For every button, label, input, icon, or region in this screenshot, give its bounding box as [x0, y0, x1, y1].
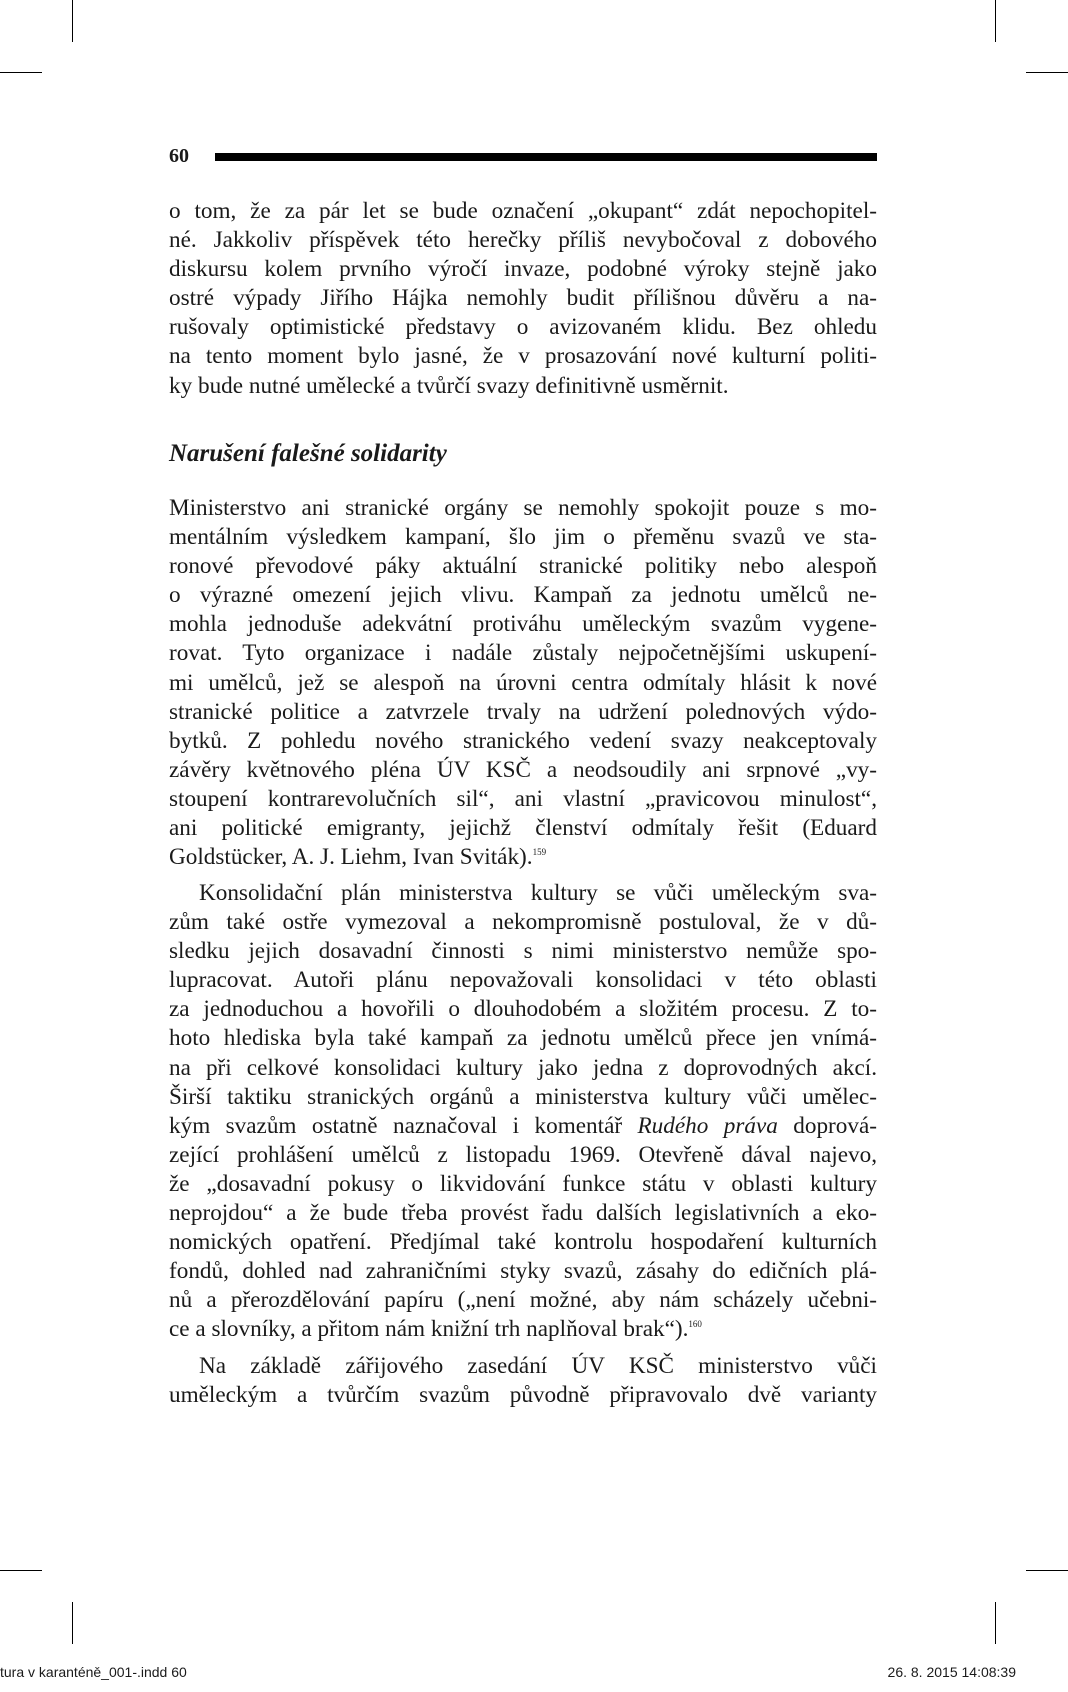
- text-line: Ministerstvo ani stranické orgány se nemohly spokojit pouze s mo-: [169, 495, 877, 521]
- text-line-content: Goldstücker, A. J. Liehm, Ivan Sviták).: [169, 844, 533, 871]
- text-line: na tento moment bylo jasné, že v prosazování nové kulturní politi-: [169, 343, 877, 370]
- text-line: mentálním výsledkem kampaní, šlo jim o přeměnu svazů ve sta-: [169, 524, 877, 551]
- text-line-content: kým svazům ostatně naznačoval i komentář: [169, 1112, 638, 1139]
- text-line: rušovaly optimistické představy o avizovaném klidu. Bez ohledu: [169, 314, 877, 341]
- running-header: [169, 141, 877, 171]
- text-line: za jednoduchou a hovořili o dlouhodobém a složitém procesu. Z to-: [169, 996, 877, 1023]
- text-line: Konsolidační plán ministerstva kultury se vůči uměleckým sva-: [199, 880, 877, 906]
- text-line: že „dosavadní pokusy o likvidování funkce státu v oblasti kultury: [169, 1170, 877, 1197]
- text-line: Na základě zářijového zasedání ÚV KSČ ministerstvo vůči: [199, 1353, 877, 1379]
- crop-mark-bottom-left: [72, 1602, 73, 1644]
- text-line: lupracovat. Autoři plánu nepovažovali konsolidaci v této oblasti: [169, 967, 877, 994]
- print-slug-datetime: 26. 8. 2015 14:08:39: [887, 1664, 1016, 1680]
- text-line: uměleckým a tvůrčím svazům původně připravovalo dvě varianty: [169, 1382, 877, 1409]
- paragraph-2: [169, 494, 877, 872]
- text-line: závěry květnového pléna ÚV KSČ a neodsoudily ani srpnové „vy-: [169, 756, 877, 783]
- footnote-ref-159: 159: [532, 847, 547, 858]
- text-line: nů a přerozdělování papíru („není možné, aby nám scházely učebni-: [169, 1287, 877, 1314]
- crop-mark-top-right-h: [1026, 72, 1068, 73]
- section-heading: Narušení falešné solidarity: [169, 440, 447, 467]
- paragraph-3: [169, 879, 877, 1345]
- paragraph-1: [169, 197, 877, 401]
- crop-mark-top-left-h: [0, 72, 42, 73]
- text-line: zející prohlášení umělců z listopadu 1969. Otevřeně dával najevo,: [169, 1141, 877, 1168]
- header-rule: [215, 153, 877, 161]
- text-line: rovat. Tyto organizace i nadále zůstaly nejpočetnějšími uskupení-: [169, 640, 877, 667]
- text-line: bytků. Z pohledu nového stranického vedení svazy neakceptovaly: [169, 727, 877, 754]
- text-line: mi umělců, jež se alespoň na úrovni centra odmítaly hlásit k nové: [169, 669, 877, 696]
- text-line: na při celkové konsolidaci kultury jako jedna z doprovodných akcí.: [169, 1054, 877, 1081]
- text-line: né. Jakkoliv příspěvek této herečky příliš nevybočoval z dobového: [169, 227, 877, 254]
- crop-mark-bottom-right-h: [1026, 1570, 1068, 1571]
- text-line: neprojdou“ a že bude třeba provést řadu dalších legislativních a eko-: [169, 1200, 877, 1227]
- page-number: 60: [169, 145, 189, 167]
- newspaper-title: Rudého práva: [637, 1112, 778, 1139]
- text-line: zům také ostře vymezoval a nekompromisně postuloval, že v dů-: [169, 909, 877, 936]
- paragraph-4: [169, 1352, 877, 1410]
- text-line: [169, 1112, 877, 1141]
- text-line: [169, 843, 877, 872]
- text-line: hoto hlediska byla také kampaň za jednotu umělců přece jen vnímá-: [169, 1025, 877, 1052]
- text-line: o výrazné omezení jejich vlivu. Kampaň za jednotu umělců ne-: [169, 582, 877, 609]
- text-line: ky bude nutné umělecké a tvůrčí svazy definitivně usměrnit.: [169, 372, 729, 399]
- text-line: ostré výpady Jiřího Hájka nemohly budit přílišnou důvěru a na-: [169, 285, 877, 312]
- text-line: fondů, dohled nad zahraničními styky svazů, zásahy do edičních plá-: [169, 1258, 877, 1285]
- crop-mark-bottom-right: [995, 1602, 996, 1644]
- crop-mark-top-left: [72, 0, 73, 42]
- text-line: Širší taktiku stranických orgánů a ministerstva kultury vůči umělec-: [169, 1083, 877, 1110]
- text-line: ani politické emigranty, jejichž členství odmítaly řešit (Eduard: [169, 815, 877, 842]
- text-line: o tom, že za pár let se bude označení „okupant“ zdát nepochopitel-: [169, 198, 877, 224]
- text-line: ronové převodové páky aktuální stranické politiky nebo alespoň: [169, 553, 877, 580]
- text-line: stoupení kontrarevolučních sil“, ani vlastní „pravicovou minulost“,: [169, 785, 877, 812]
- text-line: stranické politice a zatvrzele trvaly na udržení polednových výdo-: [169, 698, 877, 725]
- text-line-tail: doprová-: [777, 1112, 877, 1139]
- text-line: mohla jednoduše adekvátní protiváhu uměleckým svazům vygene-: [169, 611, 877, 638]
- crop-mark-bottom-left-h: [0, 1570, 42, 1571]
- text-line: diskursu kolem prvního výročí invaze, podobné výroky stejně jako: [169, 256, 877, 283]
- text-line: sledku jejich dosavadní činnosti s nimi ministerstvo nemůže spo-: [169, 938, 877, 965]
- text-line: nomických opatření. Předjímal také kontrolu hospodaření kulturních: [169, 1229, 877, 1256]
- footnote-ref-160: 160: [688, 1319, 702, 1330]
- text-line: [169, 1315, 877, 1344]
- print-slug-filename: tura v karanténě_001-.indd 60: [0, 1664, 187, 1680]
- crop-mark-top-right: [995, 0, 996, 42]
- text-line-content: ce a slovníky, a přitom nám knižní trh naplňoval brak“).: [169, 1316, 689, 1343]
